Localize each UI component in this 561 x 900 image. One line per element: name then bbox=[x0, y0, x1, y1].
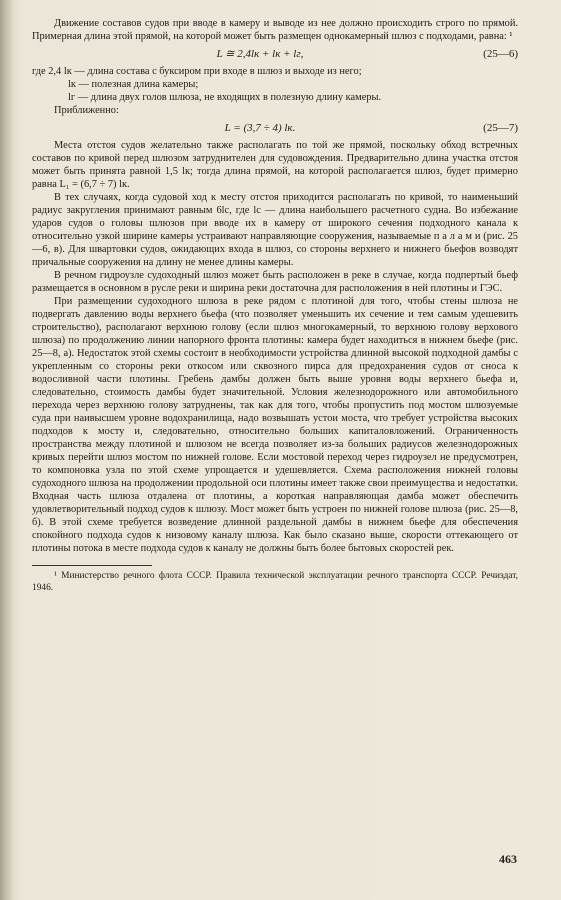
paragraph: При размещении судоходного шлюза в реке рядом с плотиной для того, чтобы стены шлюза не подвергать давлению воды верхнего бьефа (что позволяет уменьшить их сечение и тем самым удешевить строительство), располагают верхнюю голову (если шлюз многокамерный, то верхнюю голову верхового шлюза) по продолжению линии напорного фронта плотины: камера будет находиться в нижнем бьефе (рис. 25—8, а). Недостаток этой схемы состоит в необходимости устройства длинной высокой подходной дамбы с укрепленным со стороны реки откосом или сквозного пирса для предохранения судов от сноса к водосливной части плотины. Гребень дамбы должен быть выше уровня воды верхнего бьефа и, следовательно, стоимость дамбы будет значительной. Условия железнодорожного или автомобильного перехода через верхнюю голову затруднены, так как для того, чтобы пропустить под мостом шлюзуемые суда при наивысшем уровне водохранилища, надо возвышать устои моста, что требует устройства высоких подходов к мосту и, следовательно, относительно больших капиталовложений. Ограниченность пространства между плотиной и шлюзом не всегда позволяет из-за больших радиусов железнодорожных кривых перейти шлюз мостом по нижней голове. Если мостовой переход через гидроузел не предусмотрен, то компоновка узла по этой схеме упрощается и удешевляется. Схема расположения нижней головы судоходного шлюза на продолжении продольной оси плотины имеет также свои преимущества и недостатки. Входная часть шлюза отдалена от плотины, а короткая направляющая дамба может обеспечить удовлетворительный подход судов к шлюзу. Мост может быть устроен по нижней голове шлюза (рис. 25—8, б). В этой схеме требуется возведение длинной раздельной дамбы в нижнем бьефе для обеспечения спокойного подхода судов к низовому каналу шлюза. Как было сказано выше, скорости оттекающего от плотины потока в месте подхода судов к каналу не должны быть более бытовых скоростей рек. bbox=[32, 296, 518, 554]
definition-item: lг — длина двух голов шлюза, не входящих в полезную длину камеры. bbox=[68, 92, 382, 103]
footnote-divider bbox=[32, 565, 152, 566]
paragraph: Места отстоя судов желательно также располагать по той же прямой, поскольку обход встречных составов по кривой перед шлюзом затруднителен для судовождения. Предварительно длина участка отстоя может быть принята равной 1,5 lк; тогда длина прямой, на которой располагается шлюз, будет примерно равна L₁ = (6,7 ÷ 7) lк. bbox=[32, 140, 518, 190]
definition-item: lк — полезная длина камеры; bbox=[68, 79, 199, 90]
definition-item: где 2,4 lк — длина состава с буксиром при входе в шлюз и выходе из него; bbox=[32, 66, 362, 77]
footnote: ¹ Министерство речного флота СССР. Правила технической эксплуатации речного транспорта СССР. Речиздат, 1946. bbox=[32, 571, 518, 593]
page-gutter-shadow bbox=[0, 0, 14, 900]
formula-25-7 bbox=[32, 117, 518, 139]
formula-25-6 bbox=[32, 43, 518, 65]
approx-label: Приближенно: bbox=[54, 105, 119, 116]
formula-expression: L ≅ 2,4lк + lк + lг, bbox=[216, 48, 304, 60]
paragraph: В речном гидроузле судоходный шлюз может быть расположен в реке в случае, когда подпертый бьеф размещается в основном в русле реки и ширина реки достаточна для расположения в ней плотины и ГЭС. bbox=[32, 270, 518, 294]
page-number: 463 bbox=[499, 852, 517, 866]
page-body bbox=[32, 17, 518, 594]
definitions-list bbox=[32, 65, 518, 104]
formula-expression: L = (3,7 ÷ 4) lк. bbox=[224, 122, 296, 134]
paragraph-intro: Движение составов судов при вводе в камеру и выводе из нее должно происходить строго по прямой. Примерная длина этой прямой, на которой может быть размещен однокамерный шлюз с подходами, равна: ¹ bbox=[32, 18, 518, 42]
paragraph: В тех случаях, когда судовой ход к месту отстоя приходится располагать по кривой, то наименьший радиус закругления принимают равным 6lс, где lс — длина наибольшего расчетного судна. Во избежание ударов судов о головы шлюзов при вводе их в камеру от широкого сечения подходного канала к относительно узкой ширине камеры устраивают направляющие сооружения, называемые п а л а м и (рис. 25—6, в). Для швартовки судов, ожидающих входа в шлюз, со стороны верхнего и нижнего бьефов возводят причальные сооружения на длину не менее длины камеры. bbox=[32, 192, 518, 268]
formula-number: (25—6) bbox=[483, 48, 518, 60]
formula-number: (25—7) bbox=[483, 122, 518, 134]
